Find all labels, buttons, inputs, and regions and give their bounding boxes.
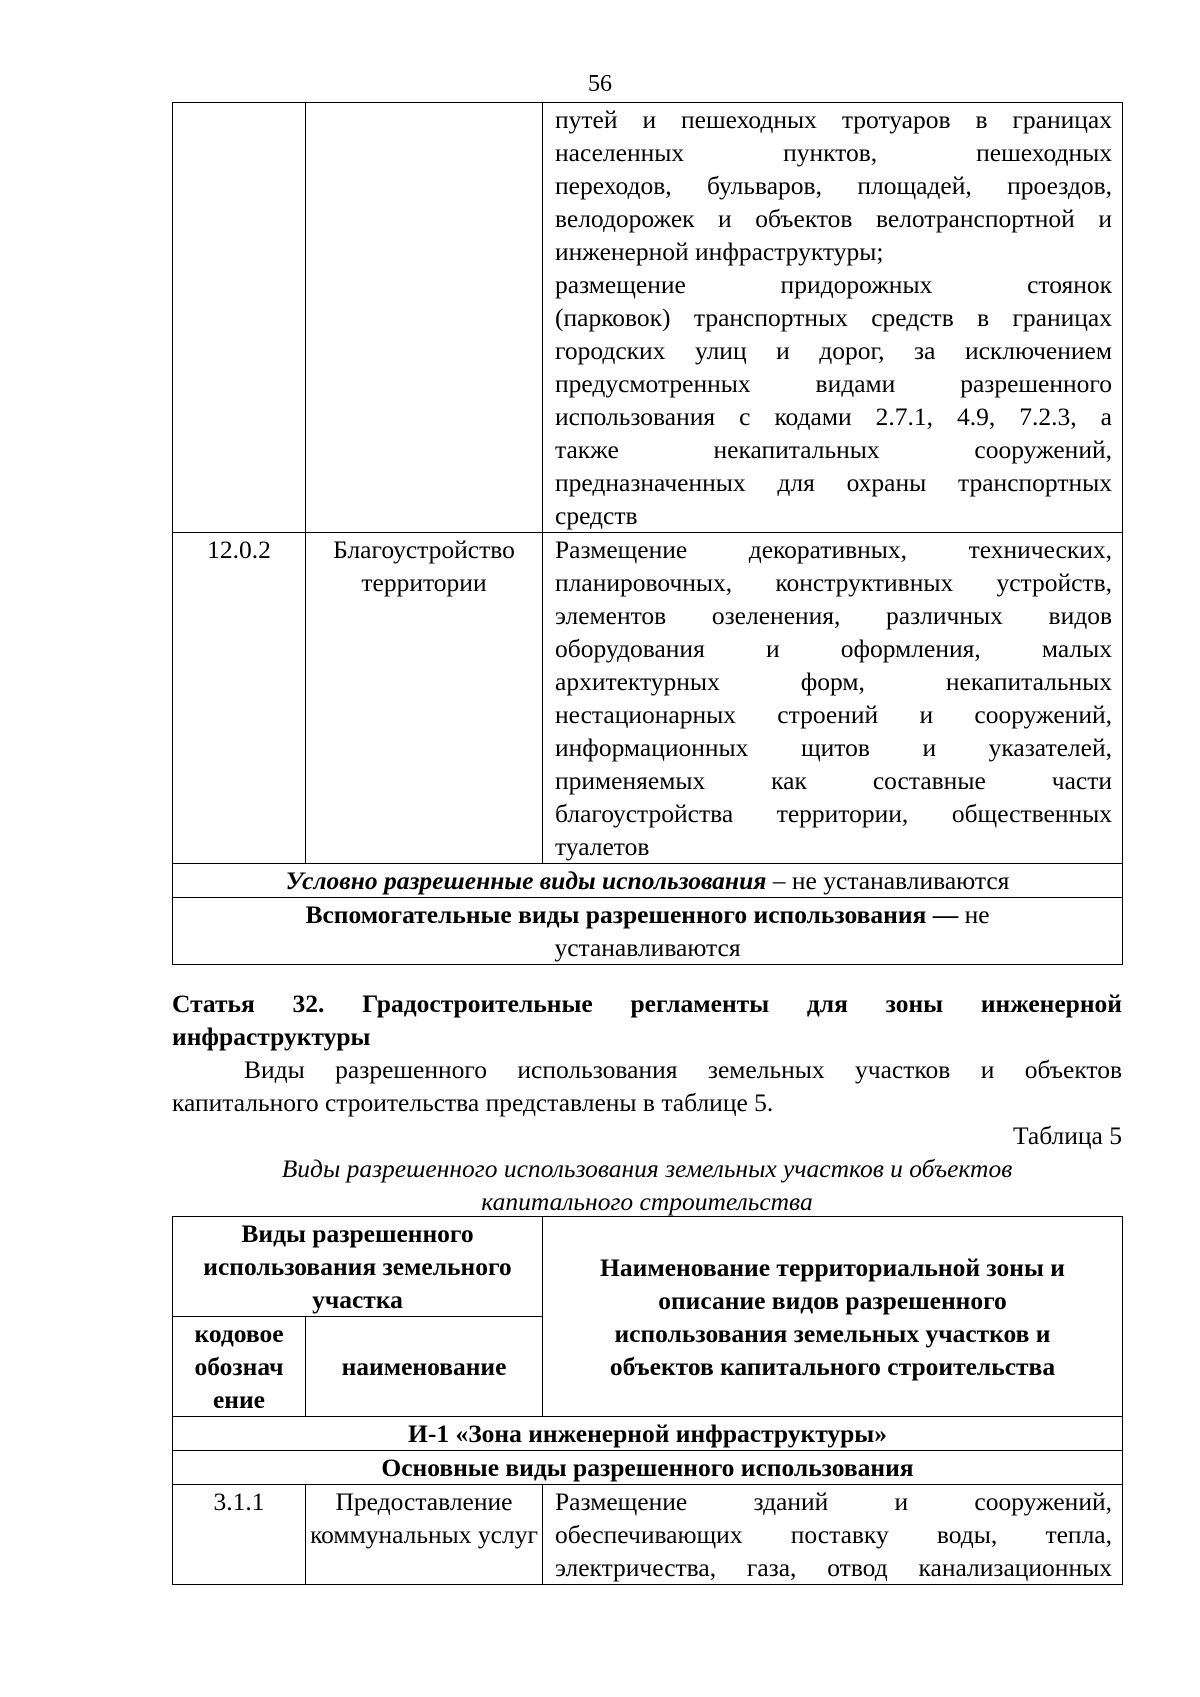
description-line: использования с кодами 2.7.1, 4.9, 7.2.3, а xyxy=(555,402,1112,431)
article-heading: Статья 32. Градостроительные регламенты для зоны инженерной инфраструктуры xyxy=(172,989,1122,1051)
description-line: инженерной инфраструктуры; xyxy=(555,237,884,266)
description-line: средств xyxy=(555,501,638,530)
code-cell: 12.0.2 xyxy=(173,533,306,864)
description-line: городских улиц и дорог, за исключением xyxy=(555,336,1112,365)
header-land-use-group: Виды разрешенного использования земельного участка xyxy=(173,1217,543,1317)
description-line: предусмотренных видами разрешенного xyxy=(555,369,1112,398)
description-line: велодорожек и объектов велотранспортной и xyxy=(555,204,1112,233)
land-use-table-continued xyxy=(172,102,1123,965)
auxiliary-uses-label: Вспомогательные виды разрешенного использования — xyxy=(305,900,959,929)
description-line: оборудования и оформления, малых xyxy=(555,634,1112,663)
name-cell: Благоустройство территории xyxy=(306,533,543,864)
auxiliary-uses-row xyxy=(173,898,1123,965)
description-line: планировочных, конструктивных устройств, xyxy=(555,568,1112,597)
header-code: кодовое обознач ение xyxy=(173,1317,306,1417)
description-line: благоустройства территории, общественных xyxy=(555,799,1112,828)
conditional-uses-value: – не устанавливаются xyxy=(766,866,1010,895)
article-section xyxy=(172,987,1122,1218)
conditional-uses-label: Условно разрешенные виды использования xyxy=(285,866,767,895)
section-title-row: Основные виды разрешенного использования xyxy=(173,1451,1123,1485)
table-row xyxy=(173,1485,1123,1585)
conditional-uses-row xyxy=(173,864,1123,898)
table-caption: Виды разрешенного использования земельных участков и объектов капитального строительства xyxy=(281,1154,1013,1216)
table-row xyxy=(173,103,1123,533)
article-paragraph: Виды разрешенного использования земельных участков и объектов капитального строительства представлены в таблице 5. xyxy=(172,1055,1122,1117)
description-line: путей и пешеходных тротуаров в границах xyxy=(555,105,1112,134)
table-header-row xyxy=(173,1217,1123,1317)
description-line: обеспечивающих поставку воды, тепла, xyxy=(555,1520,1112,1549)
header-name: наименование xyxy=(306,1317,543,1417)
page-number: 56 xyxy=(588,71,612,97)
description-line: размещение придорожных стоянок xyxy=(555,270,1112,299)
description-cell xyxy=(543,533,1123,864)
description-line: электричества, газа, отвод канализационных xyxy=(555,1553,1112,1582)
table-row xyxy=(173,898,1123,965)
zone-title-row: И-1 «Зона инженерной инфраструктуры» xyxy=(173,1417,1123,1451)
description-line: Размещение декоративных, технических, xyxy=(555,535,1112,564)
auxiliary-uses-value: не устанавливаются xyxy=(554,900,990,962)
table-row xyxy=(173,864,1123,898)
description-line: архитектурных форм, некапитальных xyxy=(555,667,1112,696)
table-row xyxy=(173,1451,1123,1485)
description-line: туалетов xyxy=(555,832,650,861)
table-row xyxy=(173,533,1123,864)
description-cell xyxy=(543,1485,1123,1585)
description-cell xyxy=(543,103,1123,533)
description-line: применяемых как составные части xyxy=(555,766,1112,795)
table-row xyxy=(173,1417,1123,1451)
description-line: элементов озеленения, различных видов xyxy=(555,601,1112,630)
description-line: предназначенных для охраны транспортных xyxy=(555,468,1112,497)
code-cell: 3.1.1 xyxy=(173,1485,306,1585)
description-line: населенных пунктов, пешеходных xyxy=(555,138,1112,167)
description-line: Размещение зданий и сооружений, xyxy=(555,1487,1112,1516)
name-cell: Предоставление коммунальных услуг xyxy=(306,1485,543,1585)
table-number: Таблица 5 xyxy=(1012,1121,1122,1150)
land-use-table-5 xyxy=(172,1216,1123,1585)
description-line: (парковок) транспортных средств в границах xyxy=(555,303,1112,332)
code-cell-empty xyxy=(173,103,306,533)
description-line: нестационарных строений и сооружений, xyxy=(555,700,1112,729)
name-cell-empty xyxy=(306,103,543,533)
header-description: Наименование территориальной зоны и описание видов разрешенного использования земельных участков и объектов капитального строительства xyxy=(543,1217,1123,1417)
description-line: также некапитальных сооружений, xyxy=(555,435,1112,464)
description-line: информационных щитов и указателей, xyxy=(555,733,1112,762)
description-line: переходов, бульваров, площадей, проездов, xyxy=(555,171,1112,200)
